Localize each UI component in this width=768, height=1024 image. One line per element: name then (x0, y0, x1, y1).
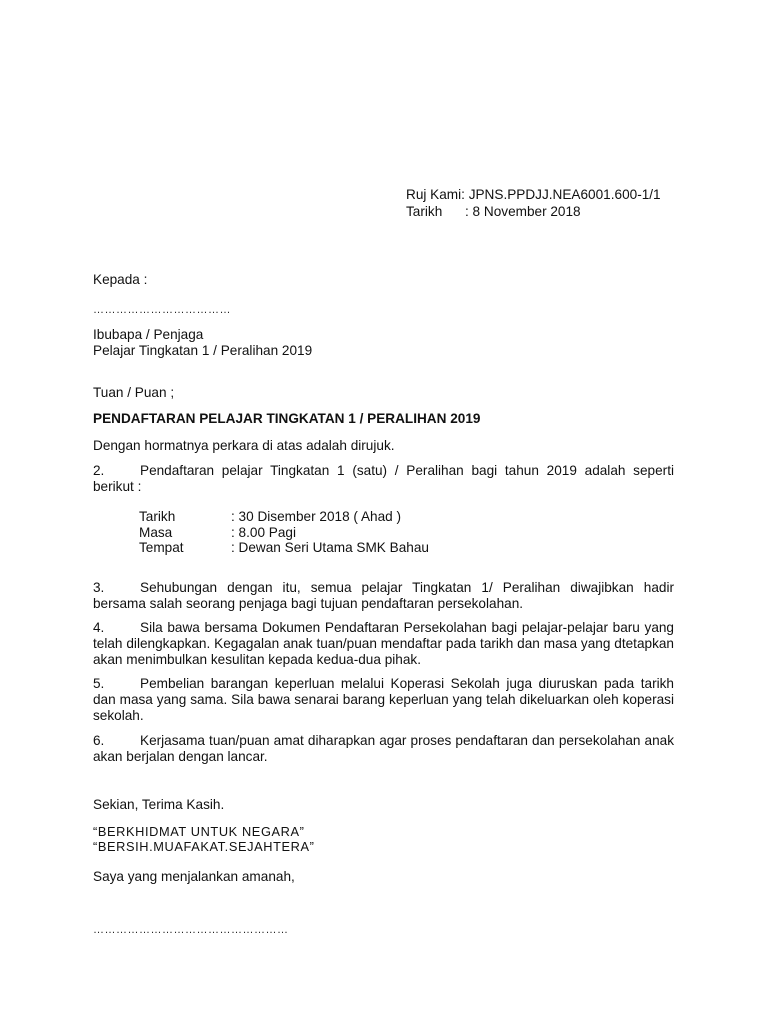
detail-value: : 8.00 Pagi (231, 525, 296, 540)
detail-label: Tempat (139, 540, 184, 555)
recipient-label: Kepada : (93, 272, 148, 287)
letter-date-label: Tarikh (406, 204, 443, 219)
detail-value: : 30 Disember 2018 ( Ahad ) (231, 509, 402, 524)
detail-value: : Dewan Seri Utama SMK Bahau (231, 540, 429, 555)
paragraph-2-text: Pendaftaran pelajar Tingkatan 1 (satu) / Peralihan bagi tahun 2019 adalah seperti berikut : (93, 463, 674, 494)
recipient-line-2: Pelajar Tingkatan 1 / Peralihan 2019 (93, 343, 313, 358)
reference-number: Ruj Kami: JPNS.PPDJJ.NEA6001.600-1/1 (406, 187, 661, 202)
letter-date (406, 204, 581, 220)
paragraph-3-number: 3. (93, 580, 105, 595)
closing-trust-line: Saya yang menjalankan amanah, (93, 869, 295, 884)
motto-line-2: “BERSIH.MUAFAKAT.SEJAHTERA” (93, 839, 315, 854)
recipient-line-1: Ibubapa / Penjaga (93, 327, 204, 342)
paragraph-4-number: 4. (93, 620, 105, 635)
paragraph-2 (93, 463, 674, 495)
signature-placeholder: …………………………………………… (93, 924, 289, 936)
paragraph-2-number: 2. (93, 463, 105, 478)
paragraph-5 (93, 676, 674, 724)
paragraph-5-text: Pembelian barangan keperluan melalui Koperasi Sekolah juga diuruskan pada tarikh dan masa yang sama. Sila bawa senarai barang keperluan yang telah dikeluarkan oleh koperasi sekolah. (93, 676, 674, 723)
detail-row-time (139, 525, 296, 541)
paragraph-3-text: Sehubungan dengan itu, semua pelajar Tingkatan 1/ Peralihan diwajibkan hadir bersama salah seorang penjaga bagi tujuan pendaftaran persekolahan. (93, 580, 674, 611)
paragraph-4 (93, 620, 674, 668)
paragraph-6-number: 6. (93, 733, 105, 748)
paragraph-3 (93, 580, 674, 612)
detail-label: Tarikh (139, 509, 176, 524)
detail-row-date (139, 509, 401, 525)
paragraph-4-text: Sila bawa bersama Dokumen Pendaftaran Persekolahan bagi pelajar-pelajar baru yang telah dilengkapkan. Kegagalan anak tuan/puan mendaftar pada tarikh dan masa yang dtetapkan akan menimbulkan kesulitan kepada kedua-dua pihak. (93, 620, 674, 667)
motto-line-1: “BERKHIDMAT UNTUK NEGARA” (93, 824, 305, 839)
opening-line: Dengan hormatnya perkara di atas adalah dirujuk. (93, 438, 395, 453)
recipient-name-placeholder: ……………………………… (93, 304, 231, 316)
detail-label: Masa (139, 525, 173, 540)
detail-row-venue (139, 540, 429, 556)
paragraph-6-text: Kerjasama tuan/puan amat diharapkan agar proses pendaftaran dan persekolahan anak akan berjalan dengan lancar. (93, 733, 674, 764)
paragraph-6 (93, 733, 674, 765)
letter-date-value: : 8 November 2018 (465, 204, 581, 219)
closing-thanks: Sekian, Terima Kasih. (93, 797, 225, 812)
salutation: Tuan / Puan ; (93, 385, 175, 400)
letter-subject: PENDAFTARAN PELAJAR TINGKATAN 1 / PERALIHAN 2019 (93, 411, 481, 426)
paragraph-5-number: 5. (93, 676, 105, 691)
